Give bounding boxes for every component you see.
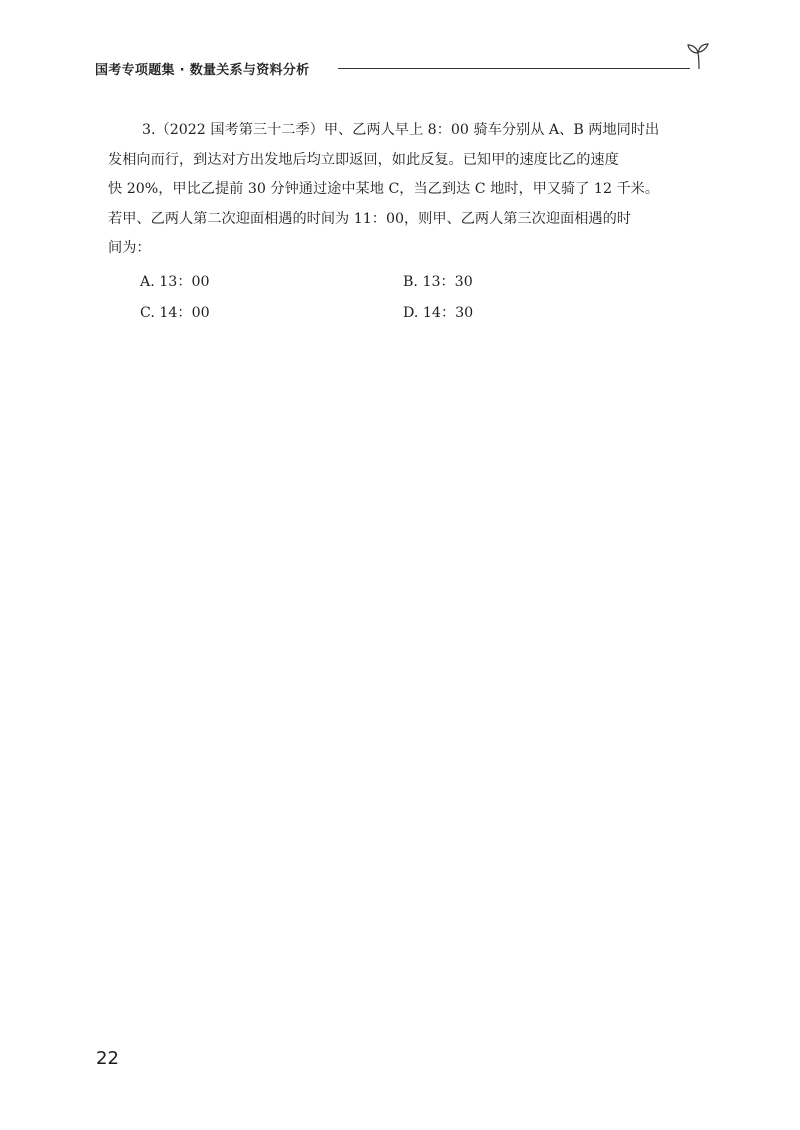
options-row xyxy=(140,299,660,330)
question-line: 发相向而行，到达对方出发地后均立即返回，如此反复。已知甲的速度比乙的速度 xyxy=(108,151,619,168)
sprout-icon xyxy=(685,41,713,71)
header-rule xyxy=(338,68,690,69)
page-number: 22 xyxy=(96,1048,119,1069)
question-line: 若甲、乙两人第二次迎面相遇的时间为 11：00，则甲、乙两人第三次迎面相遇的时 xyxy=(108,210,631,227)
question-line: 3.（2022 国考第三十二季）甲、乙两人早上 8：00 骑车分别从 A、B 两地同时出 xyxy=(142,122,660,138)
header-title: 国考专项题集 · 数量关系与资料分析 xyxy=(95,63,310,78)
option-b: B. 13：30 xyxy=(403,274,473,290)
question-line: 快 20%，甲比乙提前 30 分钟通过途中某地 C，当乙到达 C 地时，甲又骑了 12 千米。 xyxy=(108,181,660,197)
option-a: A. 13：00 xyxy=(140,274,210,290)
options-row xyxy=(140,268,660,299)
question-line: 间为： xyxy=(108,240,151,256)
option-c: C. 14：00 xyxy=(140,305,210,321)
running-header xyxy=(95,55,715,85)
answer-options xyxy=(140,268,660,330)
option-d: D. 14：30 xyxy=(403,305,474,321)
question-block xyxy=(108,116,712,264)
